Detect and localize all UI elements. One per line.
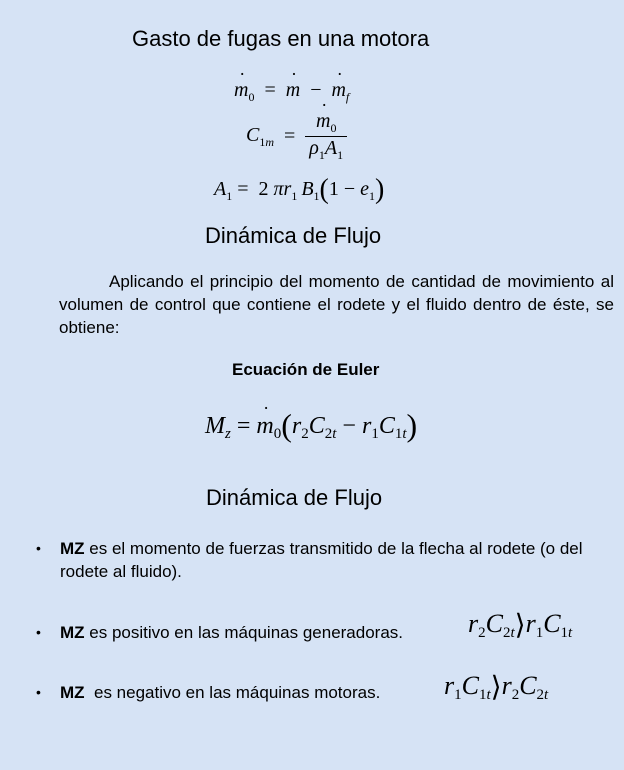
body-paragraph: Aplicando el principio del momento de cantidad de movimiento al volumen de control que contiene el rodete y el fluido dentro de éste, se obtiene: — [59, 272, 614, 337]
equation-meridional-velocity: $C_{1m}$ = ˙ $\frac{m_0}{\rho_1A_1}$ — [246, 110, 347, 163]
bullet-text: es positivo en las máquinas generadoras. — [84, 623, 404, 642]
bullet-marker: • — [36, 540, 41, 556]
equation-generator-condition: $r_2C_{2t}⟩r_1C_{1t}$ — [468, 609, 573, 641]
section-heading-1: Dinámica de Flujo — [205, 223, 382, 248]
bullet-bold: MZ — [60, 623, 85, 642]
equation-euler: $M_z$ = ˙ $m_0(r_2C_{2t} - r_1C_{1t})$ — [205, 407, 417, 444]
section-heading-2: Dinámica de Flujo — [206, 485, 383, 510]
equation-area: $A_1 = 2$ $\pi r_1$ $B_1(1 - e_1)$ — [214, 174, 385, 205]
page-title: Gasto de fugas en una motora — [132, 26, 430, 51]
bullet-text: es negativo en las máquinas motoras. — [84, 683, 381, 702]
bullet-item-1 — [60, 537, 610, 583]
bullet-marker: • — [36, 684, 41, 700]
bullet-bold: MZ — [60, 683, 85, 702]
equation-mass-flow: ˙ $m_0$ = ˙ m − ˙ $m_f$ — [234, 79, 349, 105]
euler-subheading: Ecuación de Euler — [232, 360, 380, 379]
bullet-bold: MZ — [60, 539, 85, 558]
bullet-text: es el momento de fuerzas transmitido de la flecha al rodete (o del rodete al fluido). — [60, 539, 583, 581]
bullet-marker: • — [36, 624, 41, 640]
bullet-item-3 — [60, 681, 380, 704]
equation-motor-condition: $r_1C_{1t}⟩r_2C_{2t}$ — [444, 671, 549, 703]
bullet-item-2 — [60, 621, 403, 644]
